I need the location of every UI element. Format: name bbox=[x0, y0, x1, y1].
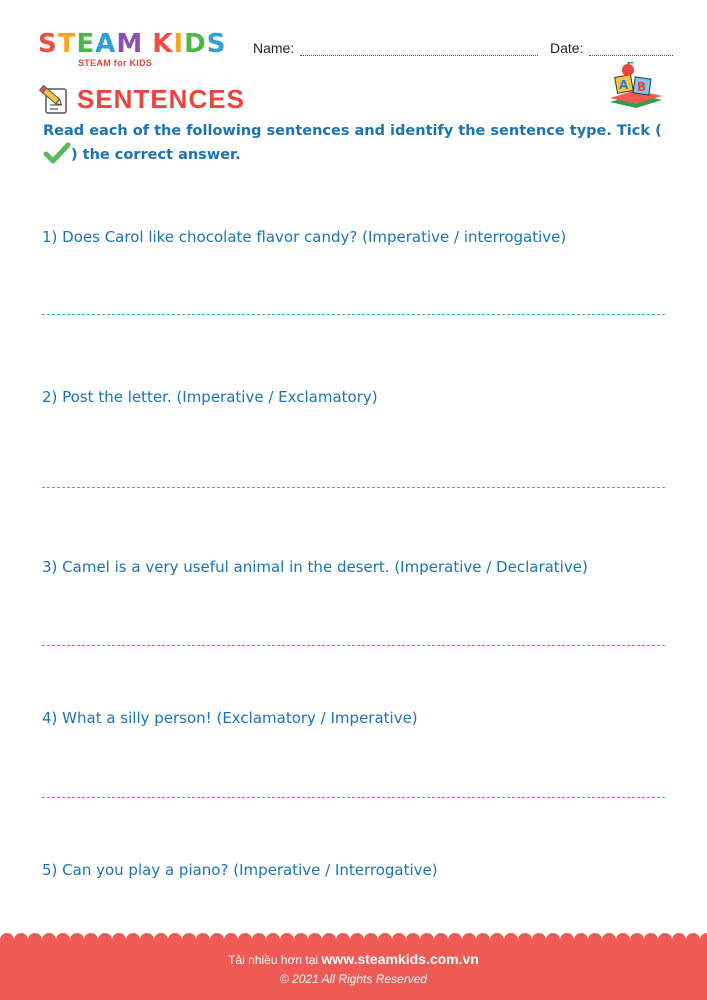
footer-prefix: Tải nhiều hơn tại bbox=[228, 953, 319, 967]
logo-letter: M bbox=[116, 29, 143, 59]
footer bbox=[0, 940, 707, 1000]
answer-line-3[interactable] bbox=[42, 645, 665, 646]
question-1: 1) Does Carol like chocolate flavor candy? (Imperative / interrogative) bbox=[42, 228, 567, 246]
logo-letter: I bbox=[173, 29, 184, 59]
instruction-text: Read each of the following sentences and identify the sentence type. Tick ( bbox=[43, 123, 662, 139]
name-label: Name: bbox=[253, 40, 295, 56]
logo-space bbox=[143, 30, 151, 58]
logo-letter: K bbox=[152, 29, 173, 59]
svg-text:B: B bbox=[637, 80, 647, 94]
logo-letter: S bbox=[206, 29, 226, 59]
steam-kids-logo bbox=[38, 30, 238, 70]
question-4: 4) What a silly person! (Exclamatory / Imperative) bbox=[42, 709, 418, 727]
abc-book-icon bbox=[606, 62, 666, 112]
footer-url-link[interactable]: www.steamkids.com.vn bbox=[321, 951, 479, 967]
pencil-paper-icon bbox=[38, 83, 70, 115]
instructions bbox=[43, 119, 668, 167]
logo-subtitle: STEAM for KIDS bbox=[78, 58, 153, 68]
check-icon bbox=[43, 142, 71, 164]
question-2: 2) Post the letter. (Imperative / Exclamatory) bbox=[42, 388, 378, 406]
logo-letter: S bbox=[38, 29, 57, 59]
instruction-text-end: ) the correct answer. bbox=[71, 147, 241, 163]
logo-letter: A bbox=[95, 29, 116, 59]
answer-line-4[interactable] bbox=[42, 797, 665, 798]
footer-download bbox=[0, 951, 707, 967]
logo-wordmark bbox=[38, 30, 225, 58]
question-3: 3) Camel is a very useful animal in the desert. (Imperative / Declarative) bbox=[42, 558, 588, 576]
name-input-line[interactable] bbox=[300, 43, 538, 56]
logo-letter: E bbox=[76, 29, 95, 59]
date-field[interactable] bbox=[550, 40, 673, 56]
svg-text:A: A bbox=[619, 78, 629, 92]
answer-line-1[interactable] bbox=[42, 314, 665, 315]
question-5: 5) Can you play a piano? (Imperative / Interrogative) bbox=[42, 861, 438, 879]
logo-letter: T bbox=[57, 29, 76, 59]
name-field[interactable] bbox=[253, 40, 538, 56]
logo-letter: D bbox=[184, 29, 206, 59]
answer-line-2[interactable] bbox=[42, 487, 665, 488]
worksheet-title: SENTENCES bbox=[77, 84, 245, 114]
footer-copyright: © 2021 All Rights Reserved bbox=[279, 972, 428, 986]
date-label: Date: bbox=[550, 40, 584, 56]
date-input-line[interactable] bbox=[589, 43, 673, 56]
